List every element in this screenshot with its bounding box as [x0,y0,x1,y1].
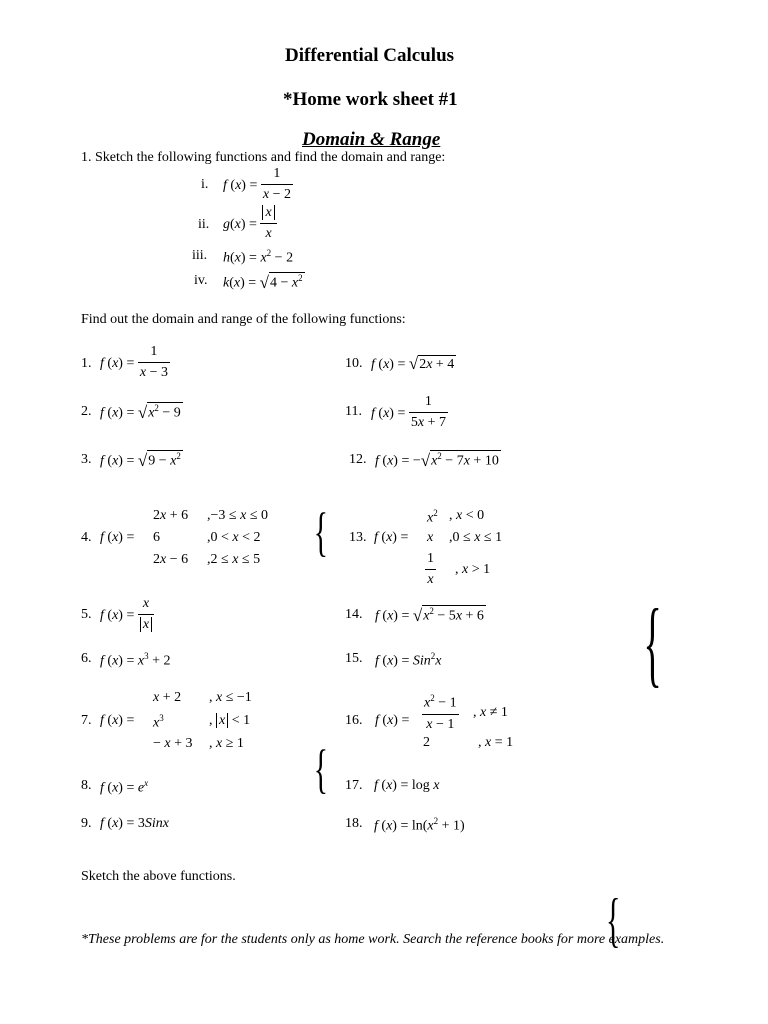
piecewise-row: − x + 3 [153,736,193,751]
problem-number: 13. [349,530,367,545]
problem-number: 17. [345,778,363,793]
section-heading: Domain & Range [302,129,441,150]
item-label: i. [201,177,209,192]
closing-instruction: Sketch the above functions. [81,869,236,884]
problem-number: 4. [81,530,92,545]
piecewise-row: 2 [423,735,430,750]
page-title: Differential Calculus [285,45,455,66]
problem-formula: f $(x) = √9 - x^2$ [100,450,181,470]
piecewise-cond: , x < 0 [449,508,485,523]
problem-number: 9. [81,816,92,831]
formula-h: $h(x) = x^2 - 2$ [223,248,294,266]
problem-number: 11. [345,404,362,419]
piecewise-row: $\frac{x^2 - 1}{x - 1}$ [424,693,457,732]
piecewise-row: $\frac{1}{x}$ [427,551,434,588]
problem-formula: f $(x) = \ln(x^2 + 1)$ [374,816,465,834]
piecewise-row: 6 [153,530,160,545]
problem-formula: f (x) = √2x + 4 [371,354,455,373]
part1-instruction: 1. Sketch the following functions and find the domain and range: [81,150,446,165]
problem-formula: f (x) = 3Sinx [100,816,169,831]
problem-formula: f $(x) = √x^2 - 9$ [100,402,181,422]
problem-number: 15. [345,651,363,666]
piecewise-brace: { [313,739,329,799]
piecewise-cond: , x > 1 [455,562,491,577]
problem-number: 6. [81,651,92,666]
piecewise-row: 2x + 6 [153,508,189,523]
piecewise-row: x + 2 [153,690,182,705]
problem-number: 7. [81,713,92,728]
part2-instruction: Find out the domain and range of the following functions: [81,312,406,327]
piecewise-row: x [427,530,434,545]
piecewise-row: $x^3$ [153,713,164,731]
piecewise-brace: { [313,502,329,562]
piecewise-cond: , x ≠ 1 [473,705,508,720]
piecewise-cond: , x < 1 [209,713,251,728]
piecewise-cond: ,−3 ≤ x ≤ 0 [207,508,268,523]
problem-number: 18. [345,816,363,831]
page-subtitle: *Home work sheet #1 [283,89,458,110]
piecewise-row: 2x − 6 [153,552,189,567]
footnote: *These problems are for the students only as home work. Search the reference books for more examples. [81,932,665,947]
problem-formula: f (x) = $\frac{1}{5x + 7}$ [371,394,446,431]
problem-formula: f (x) = log x [374,778,440,793]
problem-number: 8. [81,778,92,793]
item-label: iv. [194,273,208,288]
piecewise-brace: { [606,887,621,953]
item-label: iii. [192,248,208,263]
problem-formula: f $(x) = √x^2 - 5x + 6$ [375,605,484,625]
problem-number: 5. [81,607,92,622]
problem-number: 3. [81,452,92,467]
problem-formula: f (x) = $\frac{x}{x}$ [100,597,154,634]
problem-formula: f $(x) = x^3 + 2$ [100,651,171,669]
problem-number: 2. [81,404,92,419]
problem-number: 12. [349,452,367,467]
formula-k: $k(x) = √4 - x^2$ [223,272,303,292]
piecewise-brace: { [643,589,662,696]
formula-g: g(x) = $\frac{x}{x}$ [223,206,277,243]
problem-number: 10. [345,356,363,371]
problem-formula: f (x) = [100,713,135,728]
problem-formula: f (x) = $\frac{1}{x - 3}$ [100,344,168,381]
piecewise-cond: , x ≤ −1 [209,690,252,705]
piecewise-cond: ,0 ≤ x ≤ 1 [449,530,503,545]
problem-formula: f (x) = [100,530,135,545]
problem-number: 16. [345,713,363,728]
formula-f: f (x) = $\frac{1}{x - 2}$ [223,166,291,203]
problem-formula: f $(x) = e^x$ [100,778,149,796]
piecewise-cond: ,2 ≤ x ≤ 5 [207,552,261,567]
piecewise-cond: ,0 < x < 2 [207,530,261,545]
problem-formula: f (x) = [375,713,410,728]
piecewise-row: $x^2$ [427,508,438,526]
problem-number: 14. [345,607,363,622]
problem-formula: f $(x) = -√x^2 - 7x + 10$ [375,450,499,470]
piecewise-cond: , x = 1 [478,735,514,750]
problem-number: 1. [81,356,92,371]
problem-formula: f (x) = [374,530,409,545]
item-label: ii. [198,217,210,232]
problem-formula: f (x) = Sin$^2$x [375,651,442,669]
piecewise-cond: , x ≥ 1 [209,736,244,751]
